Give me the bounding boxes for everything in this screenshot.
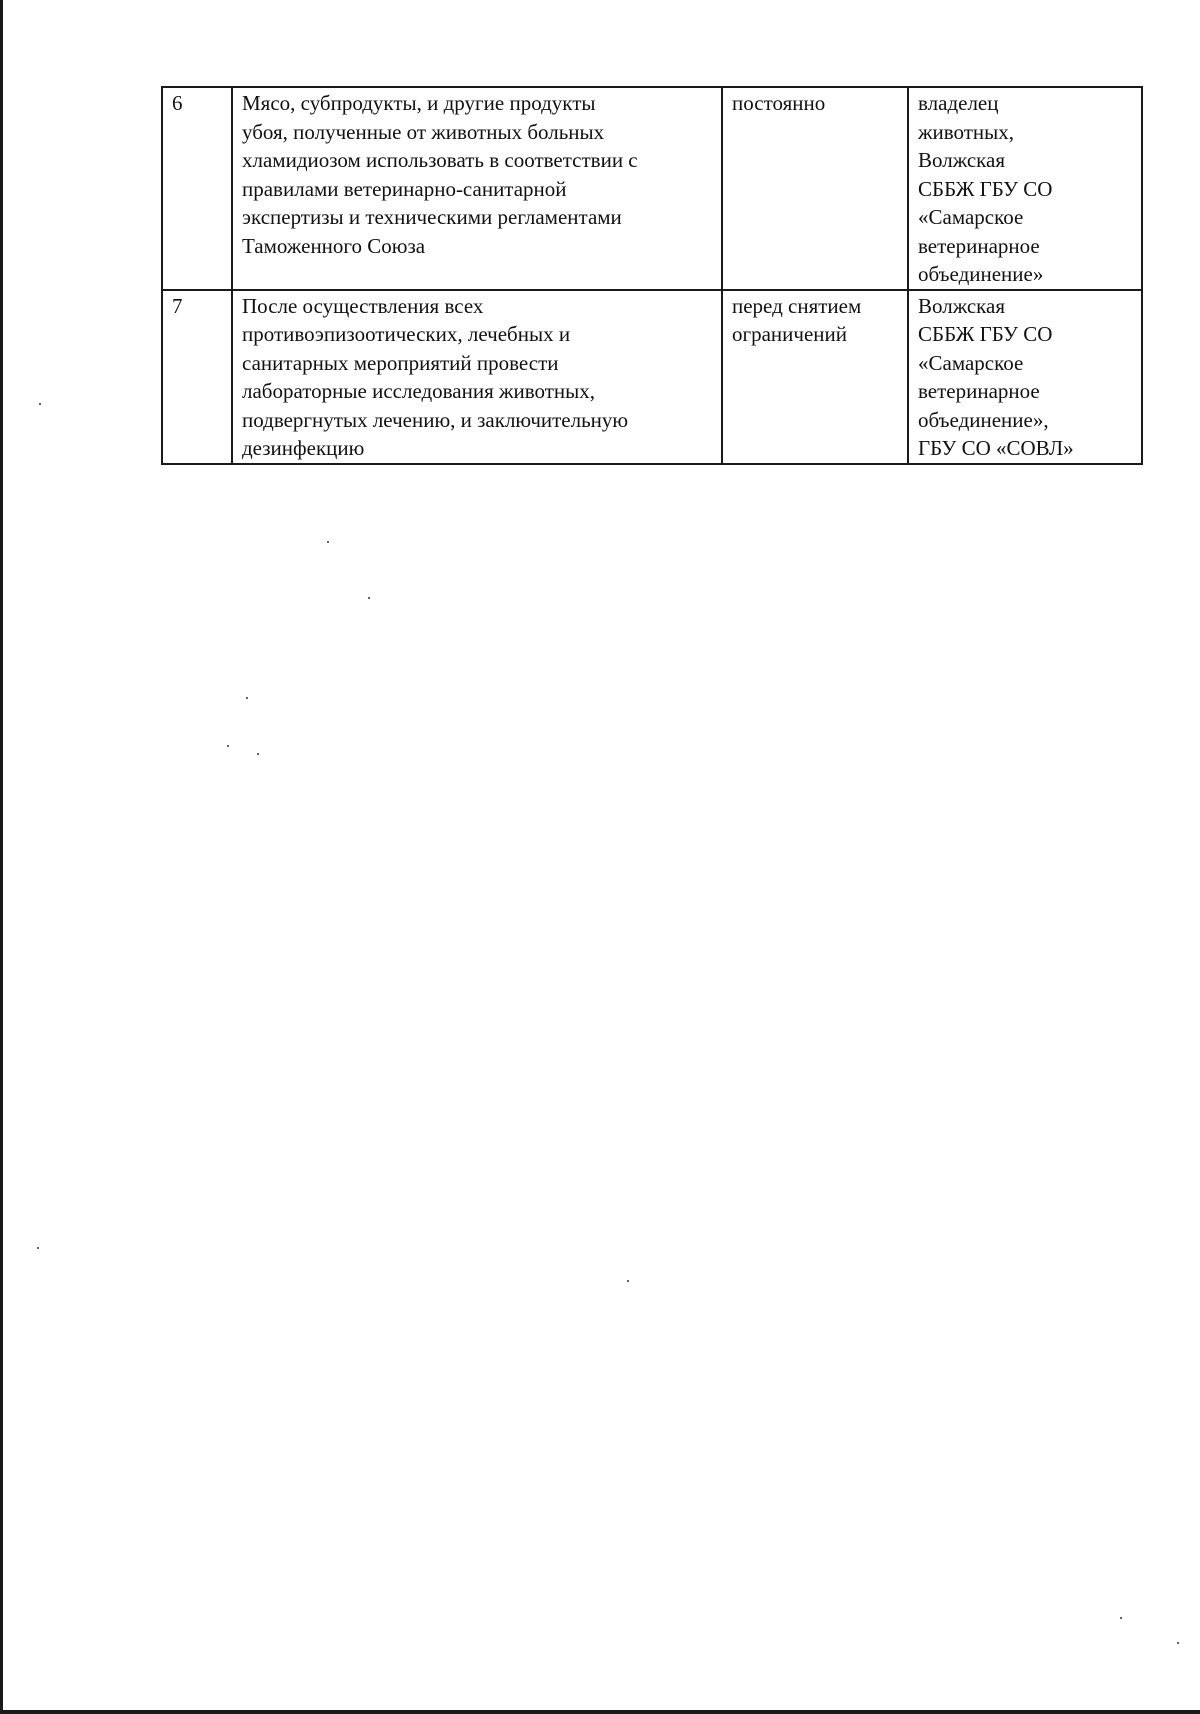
scan-speck: [227, 745, 229, 747]
scan-border-left: [0, 0, 3, 1714]
row-number: 7: [162, 290, 232, 464]
scan-speck: [368, 597, 370, 599]
scan-speck: [1120, 1617, 1122, 1619]
scan-speck: [327, 541, 329, 543]
responsible-text: Волжская СББЖ ГБУ СО «Самарское ветеринарное объединение», ГБУ СО «СОВЛ»: [908, 290, 1142, 464]
scan-speck: [37, 1247, 39, 1249]
table-row: [162, 290, 1142, 464]
scan-speck: [627, 1280, 629, 1282]
term-text: постоянно: [722, 87, 908, 290]
table-row: [162, 87, 1142, 290]
scan-speck: [257, 753, 259, 755]
scan-border-bottom: [0, 1710, 1200, 1714]
measure-text: Мясо, субпродукты, и другие продукты убоя, полученные от животных больных хламидиозом использовать в соответствии с правилами ветеринарно-санитарной экспертизы и техническими регламентами Таможенного Союза: [232, 87, 722, 290]
measure-text: После осуществления всех противоэпизоотических, лечебных и санитарных мероприятий провести лабораторные исследования животных, подвергнутых лечению, и заключительную дезинфекцию: [232, 290, 722, 464]
row-number: 6: [162, 87, 232, 290]
term-text: перед снятием ограничений: [722, 290, 908, 464]
responsible-text: владелец животных, Волжская СББЖ ГБУ СО «Самарское ветеринарное объединение»: [908, 87, 1142, 290]
measures-table: [161, 86, 1143, 465]
scan-speck: [246, 697, 248, 699]
scan-speck: [39, 403, 41, 405]
scan-speck: [1177, 1642, 1179, 1644]
